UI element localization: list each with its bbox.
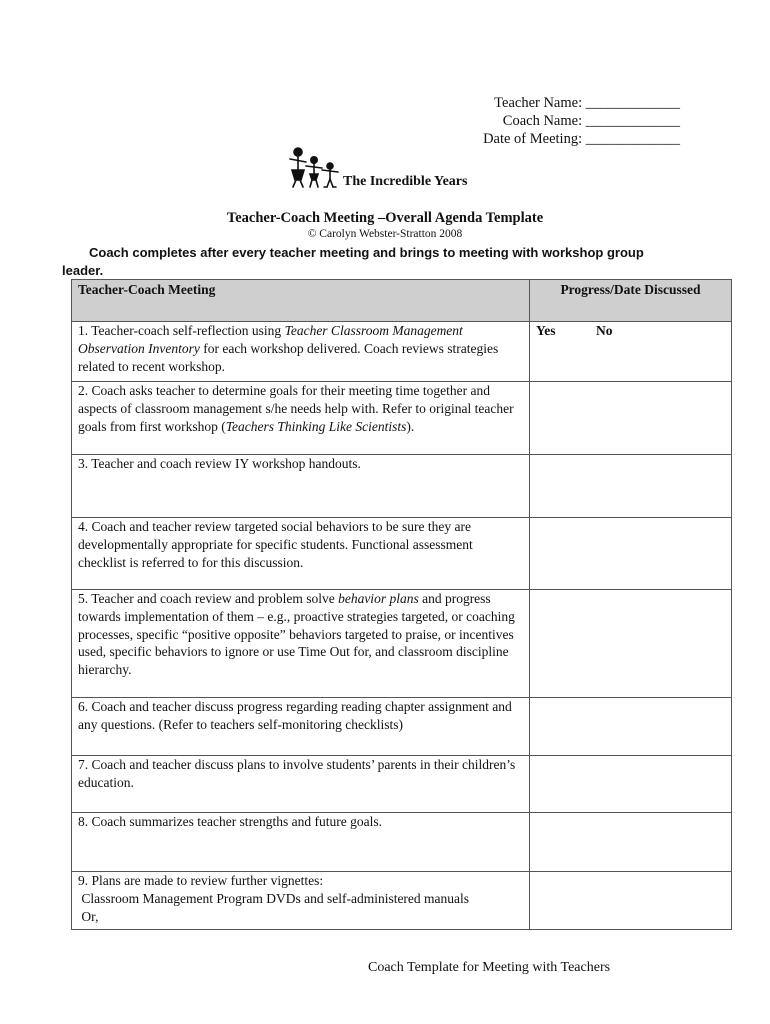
progress-cell-8[interactable] xyxy=(530,813,732,872)
progress-cell-5[interactable] xyxy=(530,590,732,698)
meeting-date-field[interactable] xyxy=(440,130,680,148)
yes-option[interactable]: Yes xyxy=(536,323,556,338)
instructions xyxy=(62,244,709,279)
table-row xyxy=(72,698,732,756)
teacher-name-field[interactable] xyxy=(440,94,680,112)
agenda-item-4: 4. Coach and teacher review targeted social behaviors to be sure they are developmentally appropriate for specific students. Functional assessment checklist is referred to for this discussion. xyxy=(72,518,530,590)
footer-caption: Coach Template for Meeting with Teachers xyxy=(368,960,611,975)
agenda-item-5: 5. Teacher and coach review and problem solve behavior plans and progress towards implementation of them – e.g., proactive strategies targeted, or coaching processes, specific “positive opposite” behaviors targeted to praise, or incentives used, specific behaviors to ignore or use Time Out for, and classroom discipline hierarchy. xyxy=(72,590,530,698)
progress-cell-1[interactable] xyxy=(530,322,732,382)
agenda-table xyxy=(71,279,732,930)
table-row xyxy=(72,382,732,455)
agenda-item-6: 6. Coach and teacher discuss progress regarding reading chapter assignment and any questions. (Refer to teachers self-monitoring checklists) xyxy=(72,698,530,756)
teacher-name-label: Teacher Name: xyxy=(494,95,583,111)
instructions-line-1: Coach completes after every teacher meeting and brings to meeting with workshop group xyxy=(89,245,644,260)
agenda-item-7: 7. Coach and teacher discuss plans to involve students’ parents in their children’s education. xyxy=(72,756,530,813)
progress-cell-3[interactable] xyxy=(530,455,732,518)
document-title: Teacher-Coach Meeting –Overall Agenda Template xyxy=(226,210,544,226)
table-row xyxy=(72,455,732,518)
teacher-name-blank[interactable]: _____________ xyxy=(585,95,680,111)
agenda-item-1: 1. Teacher-coach self-reflection using Teacher Classroom Management Observation Inventory for each workshop delivered. Coach reviews strategies related to recent workshop. xyxy=(72,322,530,382)
meeting-date-label: Date of Meeting: xyxy=(483,131,583,147)
table-header-row xyxy=(72,280,732,322)
agenda-item-2: 2. Coach asks teacher to determine goals for their meeting time together and aspects of classroom management s/he needs help with. Refer to original teacher goals from first workshop (Teachers Thinking Like Scientists). xyxy=(72,382,530,455)
header-fields xyxy=(440,94,680,148)
instructions-line-2: leader. xyxy=(62,262,104,278)
meeting-date-blank[interactable]: _____________ xyxy=(585,131,680,147)
progress-cell-2[interactable] xyxy=(530,382,732,455)
table-row xyxy=(72,872,732,930)
table-row xyxy=(72,756,732,813)
agenda-item-8: 8. Coach summarizes teacher strengths and future goals. xyxy=(72,813,530,872)
program-title: The Incredible Years xyxy=(343,174,468,189)
copyright-line: © Carolyn Webster-Stratton 2008 xyxy=(307,228,463,240)
column-header-meeting: Teacher-Coach Meeting xyxy=(72,280,530,322)
table-row xyxy=(72,322,732,382)
stick-figure-family-icon xyxy=(288,146,344,188)
progress-cell-4[interactable] xyxy=(530,518,732,590)
coach-name-label: Coach Name: xyxy=(502,113,583,129)
coach-name-blank[interactable]: _____________ xyxy=(585,113,680,129)
progress-cell-9[interactable] xyxy=(530,872,732,930)
agenda-item-9: 9. Plans are made to review further vignettes: Classroom Management Program DVDs and self-administered manuals Or, xyxy=(72,872,530,930)
no-option[interactable]: No xyxy=(596,323,613,338)
progress-cell-7[interactable] xyxy=(530,756,732,813)
table-row xyxy=(72,813,732,872)
progress-cell-6[interactable] xyxy=(530,698,732,756)
table-row xyxy=(72,590,732,698)
agenda-item-3: 3. Teacher and coach review IY workshop handouts. xyxy=(72,455,530,518)
table-row xyxy=(72,518,732,590)
column-header-progress: Progress/Date Discussed xyxy=(530,280,732,322)
coach-name-field[interactable] xyxy=(440,112,680,130)
